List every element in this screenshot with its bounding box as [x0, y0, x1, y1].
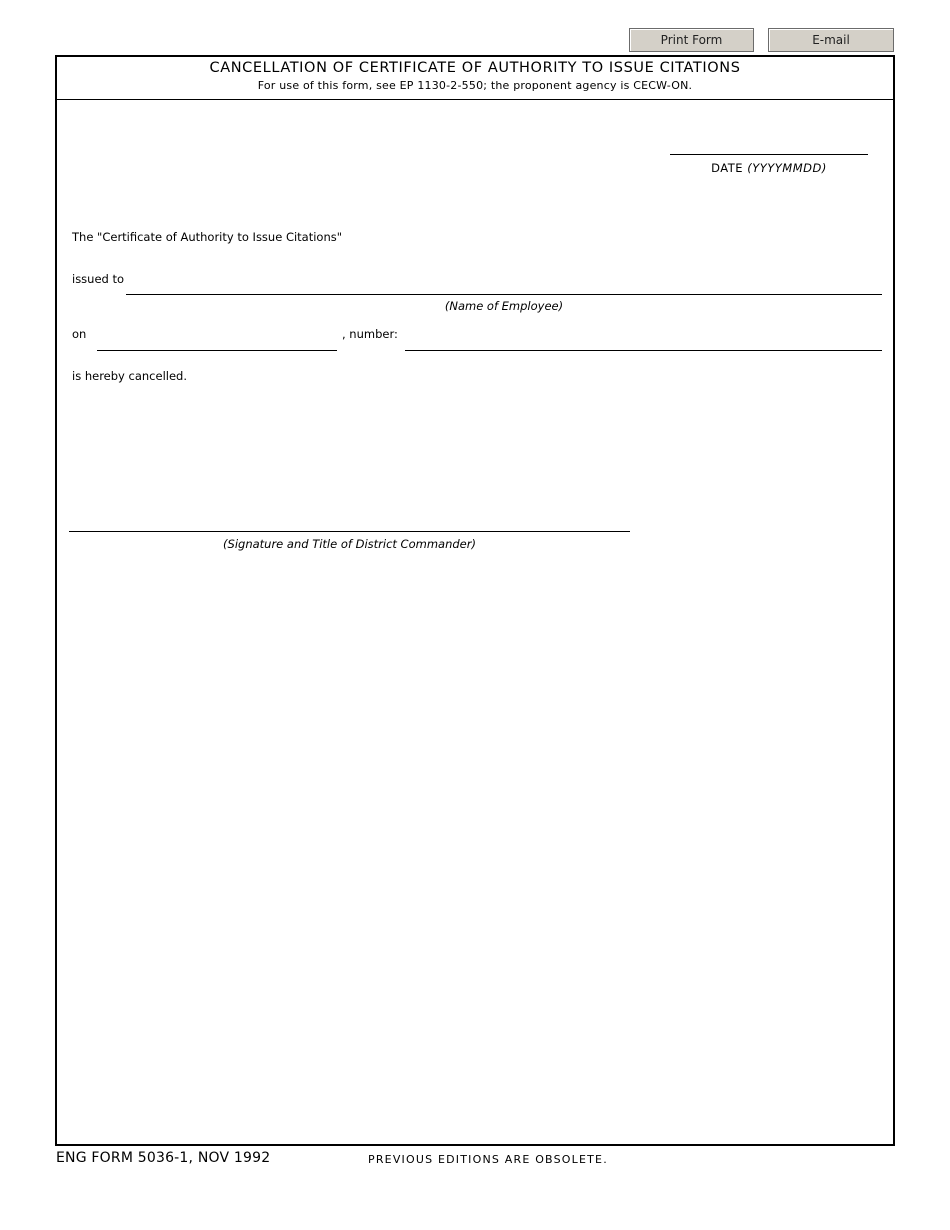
on-date-input[interactable] — [97, 330, 337, 350]
certificate-number-line — [405, 350, 882, 351]
certificate-text: The "Certificate of Authority to Issue Citations" — [72, 230, 343, 244]
signature-input[interactable] — [69, 511, 630, 531]
date-line — [670, 154, 868, 155]
form-subtitle: For use of this form, see EP 1130-2-550; the proponent agency is CECW-ON. — [257, 79, 693, 92]
form-title: CANCELLATION OF CERTIFICATE OF AUTHORITY TO ISSUE CITATIONS — [209, 60, 741, 76]
date-label-text: DATE — [711, 161, 744, 175]
employee-name-input[interactable] — [126, 274, 882, 294]
on-label: on — [72, 327, 87, 341]
date-input[interactable] — [670, 134, 868, 154]
on-date-line — [97, 350, 337, 351]
form-header — [57, 57, 893, 100]
email-button[interactable]: E-mail — [768, 28, 894, 52]
print-form-button[interactable]: Print Form — [629, 28, 754, 52]
number-label: , number: — [342, 327, 398, 341]
employee-caption: (Name of Employee) — [444, 299, 564, 313]
form-container — [55, 55, 895, 1146]
issued-to-label: issued to — [72, 272, 125, 286]
editions-note: PREVIOUS EDITIONS ARE OBSOLETE. — [368, 1153, 608, 1166]
date-label — [670, 161, 868, 175]
signature-line — [69, 531, 630, 532]
form-id: ENG FORM 5036-1, NOV 1992 — [56, 1150, 271, 1166]
cancelled-text: is hereby cancelled. — [72, 369, 187, 383]
certificate-number-input[interactable] — [405, 330, 882, 350]
signature-caption: (Signature and Title of District Commander) — [223, 537, 476, 551]
employee-name-line — [126, 294, 882, 295]
date-format-text: (YYYYMMDD) — [747, 161, 827, 175]
